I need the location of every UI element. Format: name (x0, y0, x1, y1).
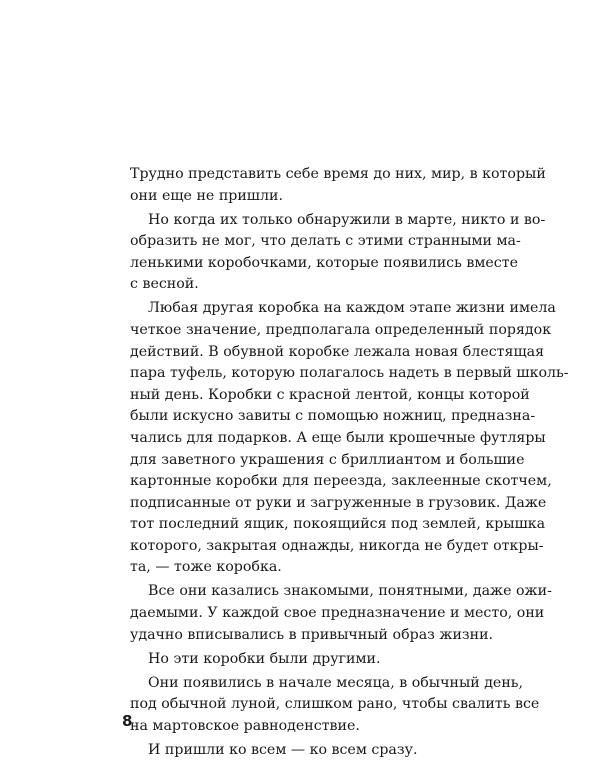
body-text (130, 164, 569, 764)
paragraph-3 (130, 298, 569, 579)
text-line: с весной. (130, 276, 199, 293)
text-line: Но когда их только обнаружили в марте, никто и во- (130, 211, 546, 228)
text-line: Но эти коробки были другими. (130, 650, 381, 667)
text-line: четкое значение, предполагала определенный порядок (130, 321, 552, 338)
text-line: удачно вписывались в привычный образ жизни. (130, 626, 494, 643)
text-line: ный день. Коробки с красной лентой, концы которой (130, 386, 530, 403)
text-line: чались для подарков. А еще были крошечные футляры (130, 429, 546, 446)
text-line: Трудно представить себе время до них, мир, в который (130, 166, 546, 182)
text-line: под обычной луной, слишком рано, чтобы свалить все (130, 696, 540, 713)
text-line: Любая другая коробка на каждом этапе жизни имела (130, 300, 556, 317)
text-line: подписанные от руки и загруженные в грузовик. Даже (130, 494, 547, 511)
text-line: образить не мог, что делать с этими странными ма- (130, 233, 521, 250)
text-line: которого, закрытая однажды, никогда не будет откры- (130, 537, 544, 554)
page-number: 8 (122, 712, 133, 730)
text-line: Все они казались знакомыми, понятными, даже ожи- (130, 583, 552, 600)
text-line: действий. В обувной коробке лежала новая блестящая (130, 343, 545, 360)
text-line: картонные коробки для переезда, заклеенные скотчем, (130, 473, 552, 490)
paragraph-1 (130, 164, 546, 207)
text-line: ленькими коробочками, которые появились вместе (130, 254, 518, 271)
text-line: тот последний ящик, покоящийся под землей, крышка (130, 516, 546, 533)
text-line: даемыми. У каждой свое предназначение и место, они (130, 605, 545, 622)
text-line: И пришли ко всем — ко всем сразу. (130, 741, 418, 758)
paragraph-6 (130, 673, 540, 738)
paragraph-2 (130, 210, 546, 296)
text-line: пара туфель, которую полагалось надеть в первый школь- (130, 365, 569, 382)
text-line: они еще не пришли. (130, 187, 283, 204)
text-line: на мартовское равноденствие. (130, 717, 360, 734)
paragraph-4 (130, 581, 552, 646)
paragraph-7 (130, 740, 494, 762)
text-line: Они появились в начале месяца, в обычный день, (130, 674, 524, 691)
text-line: та, — тоже коробка. (130, 559, 282, 576)
text-line: были искусно завиты с помощью ножниц, предназна- (130, 408, 536, 425)
text-line: для заветного украшения с бриллиантом и большие (130, 451, 525, 468)
paragraph-5 (130, 649, 494, 671)
